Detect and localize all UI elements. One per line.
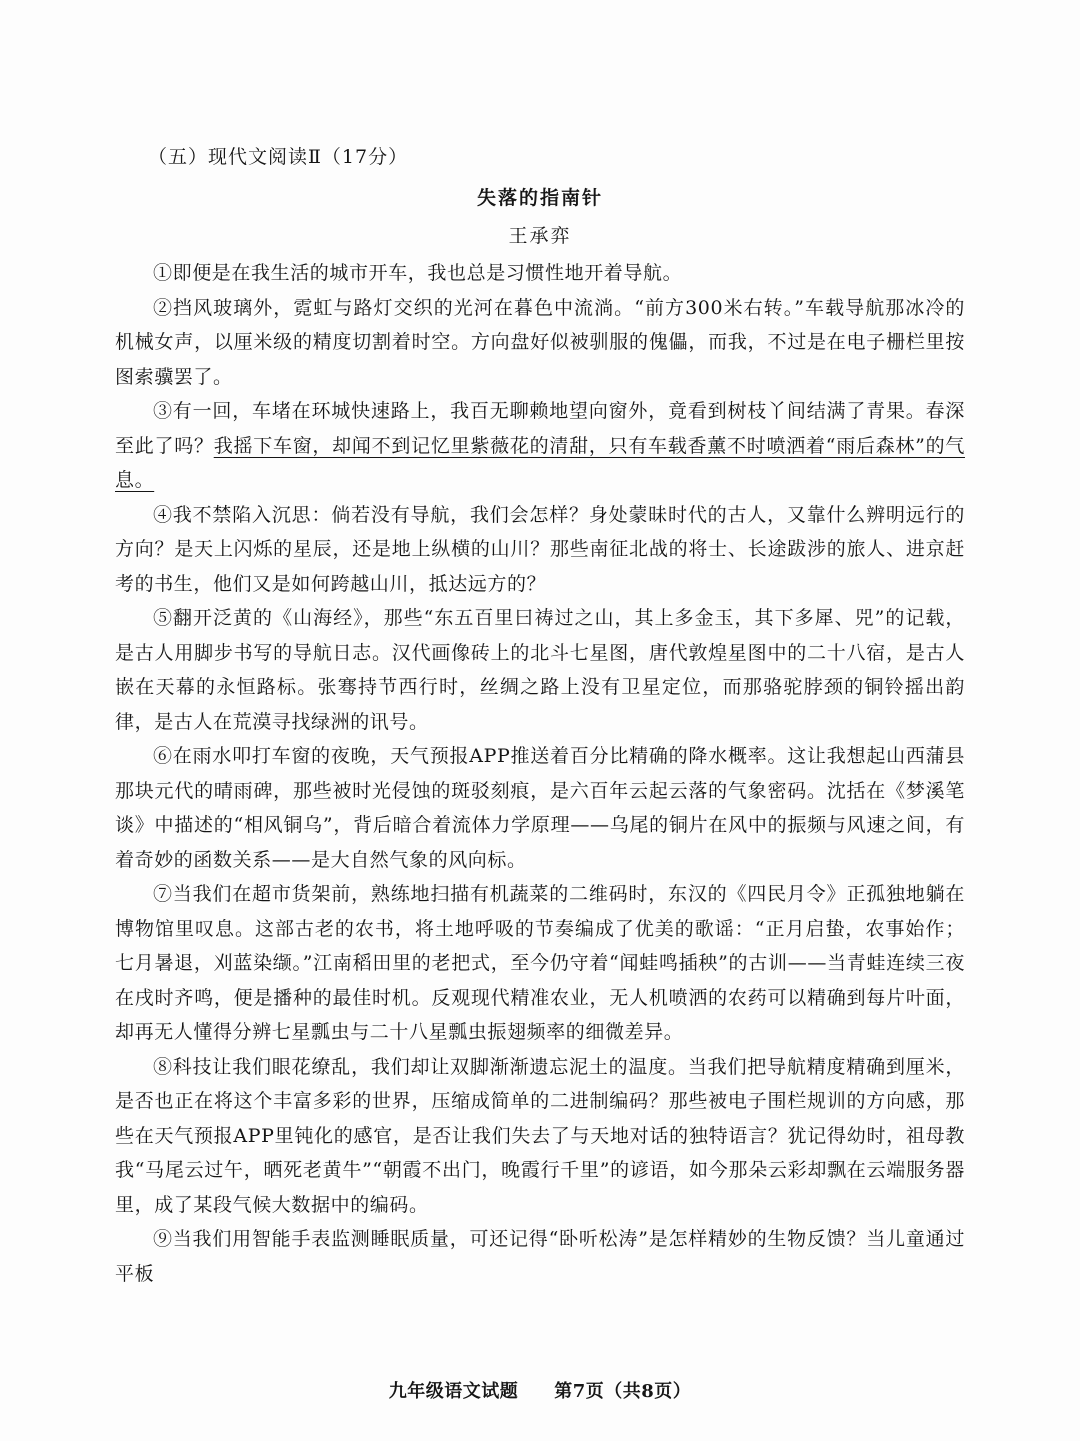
underlined-sentence: 我摇下车窗，却闻不到记忆里紫薇花的清甜，只有车载香薰不时喷洒着“雨后森林”的气息。 [115,434,965,491]
paragraph-3 [115,394,965,498]
paragraph-2: ②挡风玻璃外，霓虹与路灯交织的光河在暮色中流淌。“前方300米右转。”车载导航那冰冷的机械女声，以厘米级的精度切割着时空。方向盘好似被驯服的傀儡，而我，不过是在电子栅栏里按图索骥罢了。 [115,296,965,388]
page-number: 第7页（共8页） [554,1381,692,1402]
page-footer [0,1377,1080,1403]
exam-name: 九年级语文试题 [388,1381,519,1402]
paragraph-9: ⑨当我们用智能手表监测睡眠质量，可还记得“卧听松涛”是怎样精妙的生物反馈？当儿童通过平板 [115,1228,965,1285]
paragraph-5: ⑤翻开泛黄的《山海经》，那些“东五百里曰祷过之山，其上多金玉，其下多犀、兕”的记载，是古人用脚步书写的导航日志。汉代画像砖上的北斗七星图，唐代敦煌星图中的二十八宿，是古人嵌在天幕的永恒路标。张骞持节西行时，丝绸之路上没有卫星定位，而那骆驼脖颈的铜铃摇出韵律，是古人在荒漠寻找绿洲的讯号。 [115,607,965,733]
paragraph-1: ①即便是在我生活的城市开车，我也总是习惯性地开着导航。 [153,262,683,284]
paragraph-8: ⑧科技让我们眼花缭乱，我们却让双脚渐渐遗忘泥土的温度。当我们把导航精度精确到厘米，是否也正在将这个丰富多彩的世界，压缩成简单的二进制编码？那些被电子围栏规训的方向感，那些在天气预报APP里钝化的感官，是否让我们失去了与天地对话的独特语言？犹记得幼时，祖母教我“马尾云过午，晒死老黄牛”“朝霞不出门，晚霞行千里”的谚语，如今那朵云彩却飘在云端服务器里，成了某段气候大数据中的编码。 [115,1055,965,1216]
article-author: 王承弈 [508,225,572,247]
paragraph-7: ⑦当我们在超市货架前，熟练地扫描有机蔬菜的二维码时，东汉的《四民月令》正孤独地躺在博物馆里叹息。这部古老的农书，将土地呼吸的节奏编成了优美的歌谣：“正月启蛰，农事始作；七月暑退，刈蓝染缬。”江南稻田里的老把式，至今仍守着“闻蛙鸣插秧”的古训——当青蛙连续三夜在戌时齐鸣，便是播种的最佳时机。反观现代精准农业，无人机喷洒的农药可以精确到每片叶面，却再无人懂得分辨七星瓢虫与二十八星瓢虫振翅频率的细微差异。 [115,883,965,1043]
paragraph-4: ④我不禁陷入沉思：倘若没有导航，我们会怎样？身处蒙昧时代的古人，又靠什么辨明远行的方向？是天上闪烁的星辰，还是地上纵横的山川？那些南征北战的将士、长途跋涉的旅人、进京赶考的书生，他们又是如何跨越山川，抵达远方的？ [115,503,965,595]
article-title: 失落的指南针 [476,187,603,209]
paragraph-6: ⑥在雨水叩打车窗的夜晚，天气预报APP推送着百分比精确的降水概率。这让我想起山西蒲县那块元代的晴雨碑，那些被时光侵蚀的斑驳刻痕，是六百年云起云落的气象密码。沈括在《梦溪笔谈》中描述的“相风铜乌”，背后暗合着流体力学原理——乌尾的铜片在风中的振频与风速之间，有着奇妙的函数关系——是大自然气象的风向标。 [115,745,965,871]
article-body [115,256,965,1291]
section-title: （五）现代文阅读Ⅱ（17分） [148,146,409,168]
paragraph-3-text: ③有一回，车堵在环城快速路上，我百无聊赖地望向窗外，竟看到树枝丫间结满了青果。春深至此了吗？ [115,400,965,457]
